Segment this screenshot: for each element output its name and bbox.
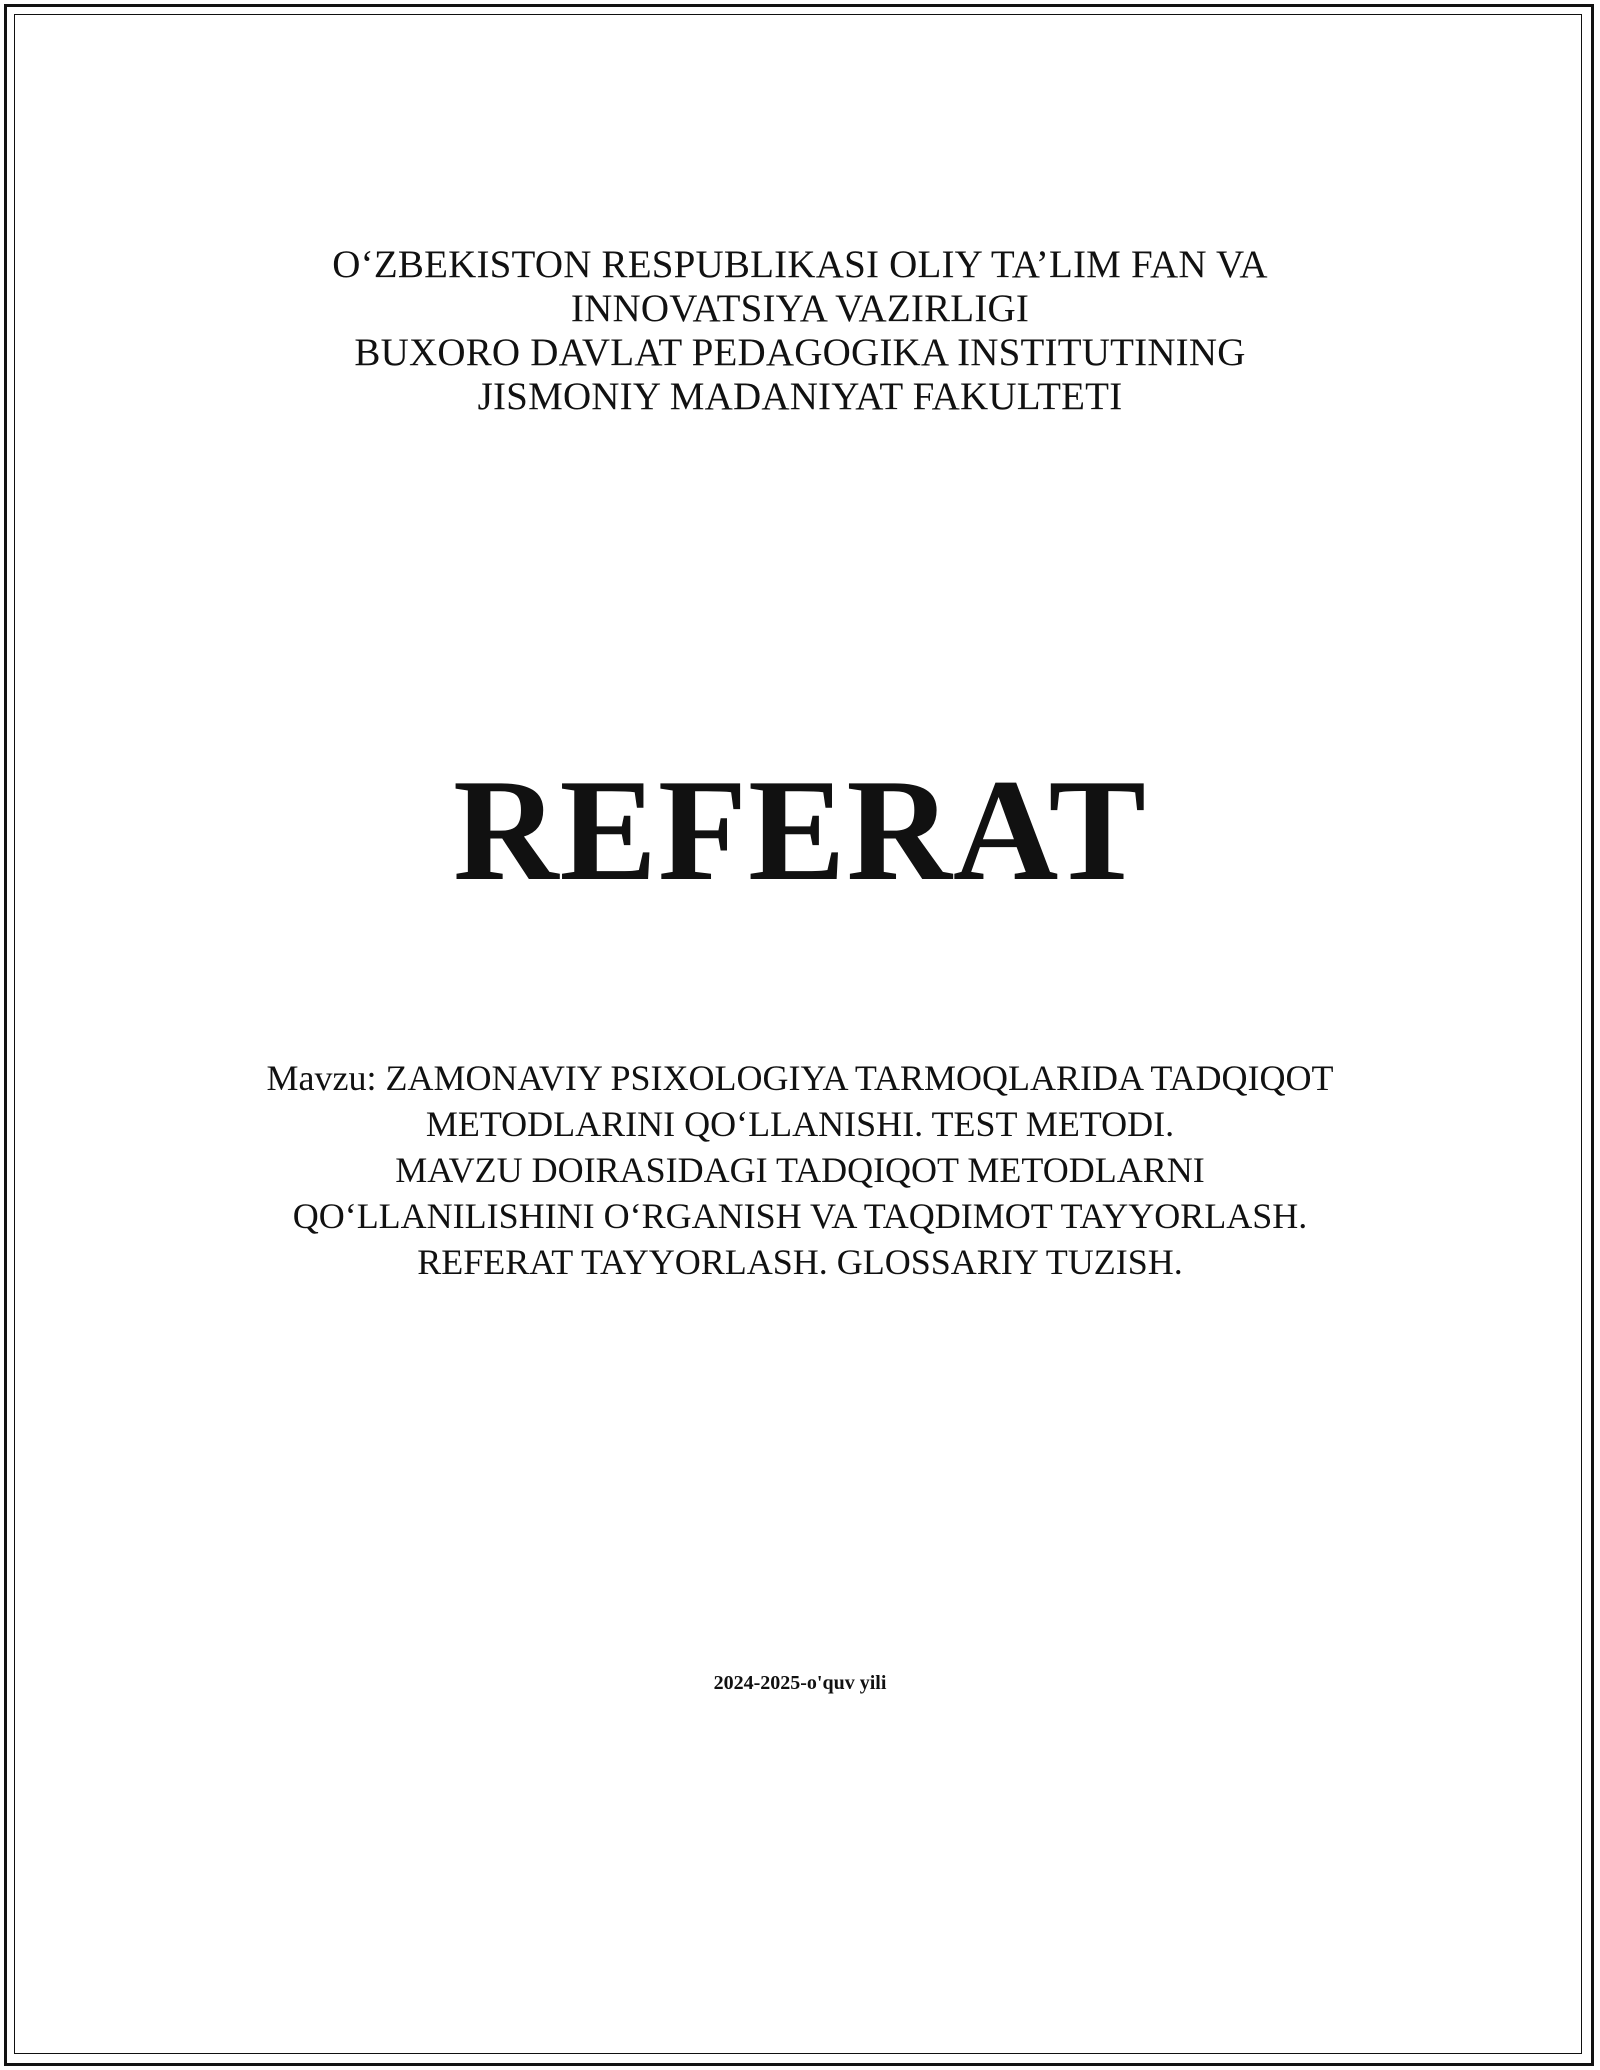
topic-line: Mavzu: ZAMONAVIY PSIXOLOGIYA TARMOQLARIDA TADQIQOT	[266, 1058, 1334, 1098]
topic-line: QO‘LLANILISHINI O‘RGANISH VA TAQDIMOT TAYYORLASH.	[292, 1196, 1308, 1236]
institution-header	[0, 243, 1600, 419]
topic-line: MAVZU DOIRASIDAGI TADQIQOT METODLARNI	[395, 1150, 1205, 1190]
header-line: JISMONIY MADANIYAT FAKULTETI	[477, 375, 1123, 418]
header-line: O‘ZBEKISTON RESPUBLIKASI OLIY TA’LIM FAN VA	[332, 243, 1268, 286]
topic-block	[0, 1055, 1600, 1285]
academic-year: 2024-2025-o'quv yili	[713, 1672, 887, 1694]
header-line: INNOVATSIYA VAZIRLIGI	[570, 287, 1030, 330]
topic-line: METODLARINI QO‘LLANISHI. TEST METODI.	[425, 1104, 1175, 1144]
document-title: REFERAT	[453, 749, 1147, 911]
header-line: BUXORO DAVLAT PEDAGOGIKA INSTITUTINING	[354, 331, 1246, 374]
topic-line: REFERAT TAYYORLASH. GLOSSARIY TUZISH.	[417, 1242, 1183, 1282]
